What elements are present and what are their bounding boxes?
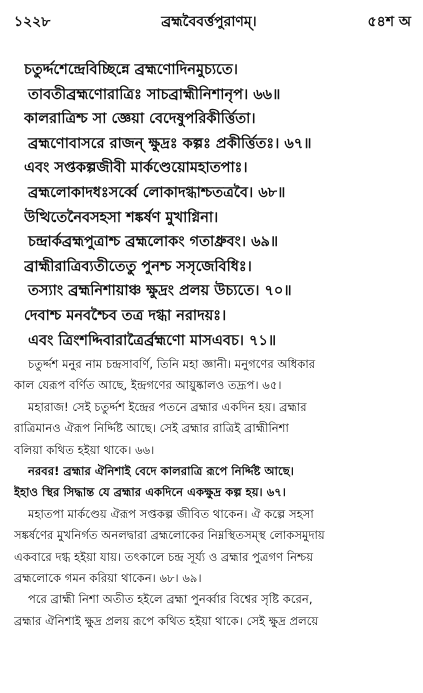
verse-line: চন্দ্রার্কব্রহ্মপুত্রাশ্চ ব্রহ্মলোকং গতাধ্রুবং। ৬৯॥ <box>28 234 279 251</box>
commentary-line: চতুর্দ্দশ মনুর নাম চন্দ্রসাবর্ণি, তিনি মহা জ্ঞানী। মনুগণের অধিকার <box>28 357 316 371</box>
verse-line: তস্যাং ব্রহ্মনিশায়াঞ্চ ক্ষুদ্রং প্রলয় উচ্যতে। ৭০॥ <box>28 283 292 300</box>
commentary-line: মহাতপা মার্কণ্ডেয় ঐরূপ সপ্তকল্প জীবিত থাকেন। ঐ কল্পে সহসা <box>28 506 314 521</box>
verse-line: কালরাত্রিশ্চ সা জ্ঞেয়া বেদেষুপরিকীর্ত্তিতা। <box>24 111 256 128</box>
commentary-paragraph <box>14 354 415 397</box>
verse-line: ব্রাহ্মীরাত্রিব্যতীতেতু পুনশ্চ সসৃজেবিধিঃ। <box>24 258 252 275</box>
commentary-line: পরে ব্রাহ্মী নিশা অতীত হইলে ব্রহ্মা পুনর্ব্বার বিশ্বের সৃষ্টি করেন, <box>28 592 313 607</box>
commentary-line: সঙ্কর্ষণের মুখনির্গত অনলদ্বারা ব্রহ্মলোকের নিম্নস্থিতসম্স্থ লোকসমুদায় <box>14 528 325 543</box>
commentary-line: রাত্রিমানও ঐরূপ নির্দ্দিষ্ট আছে। সেই ব্রহ্মার রাত্রিই ব্রাহ্মীনিশা <box>14 421 289 436</box>
commentary-line: একবারে দগ্ধ হইয়া যায়। তৎকালে চন্দ্র সূর্য্য ও ব্রহ্মার পুত্রগণ নিশ্চয় <box>14 549 314 564</box>
verse-line: দেবাশ্চ মনবশ্চৈব তত্র দগ্ধা নরাদয়ঃ। <box>24 307 227 324</box>
verse-line: উত্থিতেনৈবসহসা শঙ্কর্ষণ মুখাগ্নিনা। <box>24 209 219 226</box>
commentary-line: ইহাও স্থির সিদ্ধান্ত যে ব্রহ্মার একদিনে একক্ষুদ্র কল্প হয়। ৬৭। <box>14 485 286 500</box>
verse-line: এবং ত্রিংশদ্দিবারাত্রৈর্ব্রহ্মণো মাসএবচ। ৭১॥ <box>28 332 277 349</box>
verse-line: এবং সপ্তকল্পজীবী মার্কণ্ডেয়োমহাতপাঃ। <box>24 160 248 177</box>
commentary-paragraph <box>14 504 415 590</box>
verse-line: ব্রহ্মলোকাদধঃসর্ব্বে লোকাদগ্ধাশ্চতত্রবৈ। ৬৮॥ <box>28 184 286 201</box>
commentary-paragraph <box>14 397 415 461</box>
verse-line: চতুর্দ্দশেন্দ্রেবিচ্ছিন্নে ব্রহ্মণোদিনমুচ্যতে। <box>24 62 238 78</box>
verse-line: তাবতীব্রহ্মণোরাত্রিঃ সাচব্রাহ্মীনিশানৃপ। ৬৬॥ <box>28 86 281 103</box>
chapter-number: ৫৪শ অ <box>367 14 411 30</box>
commentary-line: মহারাজ! সেই চতুর্দ্দশ ইন্দ্রের পতনে ব্রহ্মার একদিন হয়। ব্রহ্মার <box>28 399 307 414</box>
bengali-commentary <box>14 354 415 632</box>
commentary-paragraph <box>14 589 415 632</box>
commentary-line: ব্রহ্মার ঐনিশাই ক্ষুদ্র প্রলয় রূপে কথিত হইয়া থাকে। সেই ক্ষুদ্র প্রলয়ে <box>14 613 319 628</box>
commentary-line: ব্রহ্মলোকে গমন করিয়া থাকেন। ৬৮। ৬৯। <box>14 570 202 585</box>
commentary-paragraph <box>14 461 415 504</box>
page-number: ১২২৮ <box>14 14 51 30</box>
verse-line: ব্রহ্মণোবাসরে রাজন্ ক্ষুদ্রঃ কল্পঃ প্রকীর্ত্তিতঃ। ৬৭॥ <box>28 135 312 152</box>
page-title: ব্রহ্মবৈবর্ত্তপুরাণম্। <box>161 14 257 30</box>
page-header <box>14 10 411 34</box>
commentary-line: নরবর! ব্রহ্মার ঐনিশাই বেদে কালরাত্রি রূপে নির্দ্দিষ্ট আছে। <box>28 463 294 478</box>
sanskrit-verses <box>24 58 413 353</box>
commentary-line: বলিয়া কথিত হইয়া থাকে। ৬৬। <box>14 442 155 457</box>
commentary-line: কাল যেরূপ বর্ণিত আছে, ইন্দ্রগণের আয়ুষ্কালও তদ্রূপ। ৬৫। <box>14 378 282 393</box>
